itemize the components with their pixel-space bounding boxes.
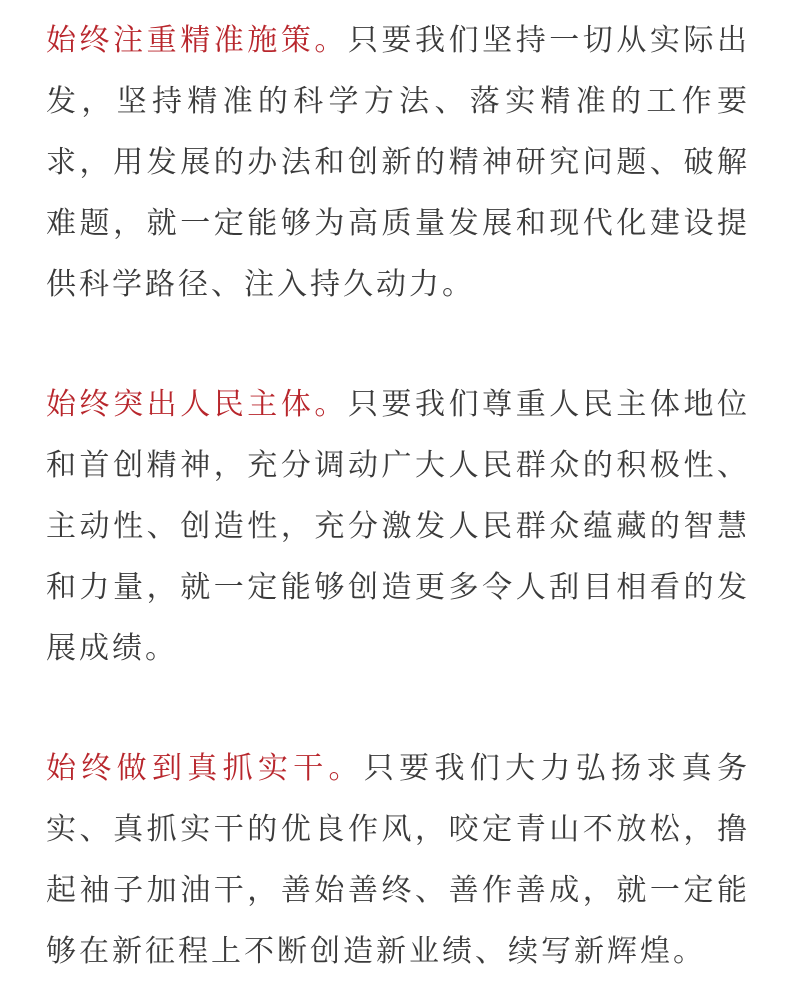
paragraph-lead: 始终突出人民主体。: [46, 387, 348, 422]
paragraph-precise-policy: [46, 10, 750, 315]
paragraph-hard-work: [46, 738, 750, 982]
paragraph-text: 只要我们坚持一切从实际出发，坚持精准的科学方法、落实精准的工作要求，用发展的办法和创新的精神研究问题、破解难题，就一定能够为高质量发展和现代化建设提供科学路径、注入持久动力。: [46, 23, 751, 302]
paragraph-text: 只要我们大力弘扬求真务实、真抓实干的优良作风，咬定青山不放松，撸起袖子加油干，善始善终、善作善成，就一定能够在新征程上不断创造新业绩、续写新辉煌。: [46, 751, 751, 969]
paragraph-lead: 始终做到真抓实干。: [46, 751, 364, 786]
paragraph-people-subject: [46, 374, 750, 679]
paragraph-lead: 始终注重精准施策。: [46, 23, 348, 58]
paragraph-text: 只要我们尊重人民主体地位和首创精神，充分调动广大人民群众的积极性、主动性、创造性，充分激发人民群众蕴藏的智慧和力量，就一定能够创造更多令人刮目相看的发展成绩。: [46, 387, 751, 666]
